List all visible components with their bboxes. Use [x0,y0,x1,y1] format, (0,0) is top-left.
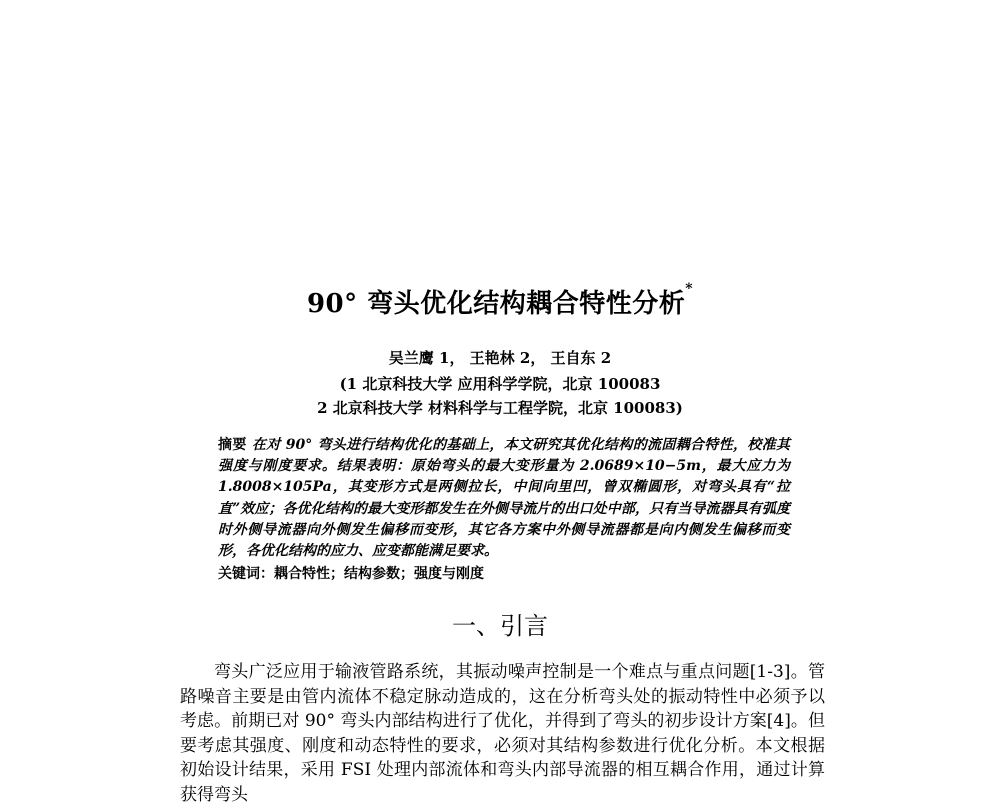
keywords-text: 耦合特性；结构参数；强度与刚度 [274,566,484,582]
title-text: 90° 弯头优化结构耦合特性分析 [306,289,686,319]
section-heading: 一、引言 [452,612,548,640]
title-footnote-mark: * [685,281,694,297]
keywords-label: 关键词： [218,566,274,582]
affiliation-2: 2 北京科技大学 材料科学与工程学院，北京 100083) [317,399,683,417]
body-paragraph: 弯头广泛应用于输液管路系统，其振动噪声控制是一个难点与重点问题[1-3]。管路噪音主要是由管内流体不稳定脉动造成的，这在分析弯头处的振动特性中必须予以考虑。前期已对 90° 弯头内部结构进行了优化，并得到了弯头的初步设计方案[4]。但要考虑其强度、刚度和动态特性的要求，必须对其结构参数进行优化分析。本文根据初始设计结果，采用 FSI 处理内部流体和弯头内部导流器的相互耦合作用，通过计算获得弯头 [180,662,825,805]
abstract [218,435,790,562]
abstract-label: 摘要 [218,437,247,453]
keywords [218,563,790,583]
paper-title [0,283,1000,320]
author-list: 吴兰鹰 1， 王艳林 2， 王自东 2 [388,349,612,367]
affiliation-1: (1 北京科技大学 应用科学学院，北京 100083 [339,375,661,393]
abstract-text: 在对 90° 弯头进行结构优化的基础上，本文研究其优化结构的流固耦合特性，校准其强度与刚度要求。结果表明：原始弯头的最大变形量为 2.0689×10−5m，最大应力为 1.8008×105Pa，其变形方式是两侧拉长，中间向里凹，曾双椭圆形，对弯头具有“拉直”效应；各优化结构的最大变形都发生在外侧导流片的出口处中部，只有当导流器具有弧度时外侧导流器向外侧发生偏移而变形，其它各方案中外侧导流器都是向内侧发生偏移而变形，各优化结构的应力、应变都能满足要求。 [218,437,791,560]
